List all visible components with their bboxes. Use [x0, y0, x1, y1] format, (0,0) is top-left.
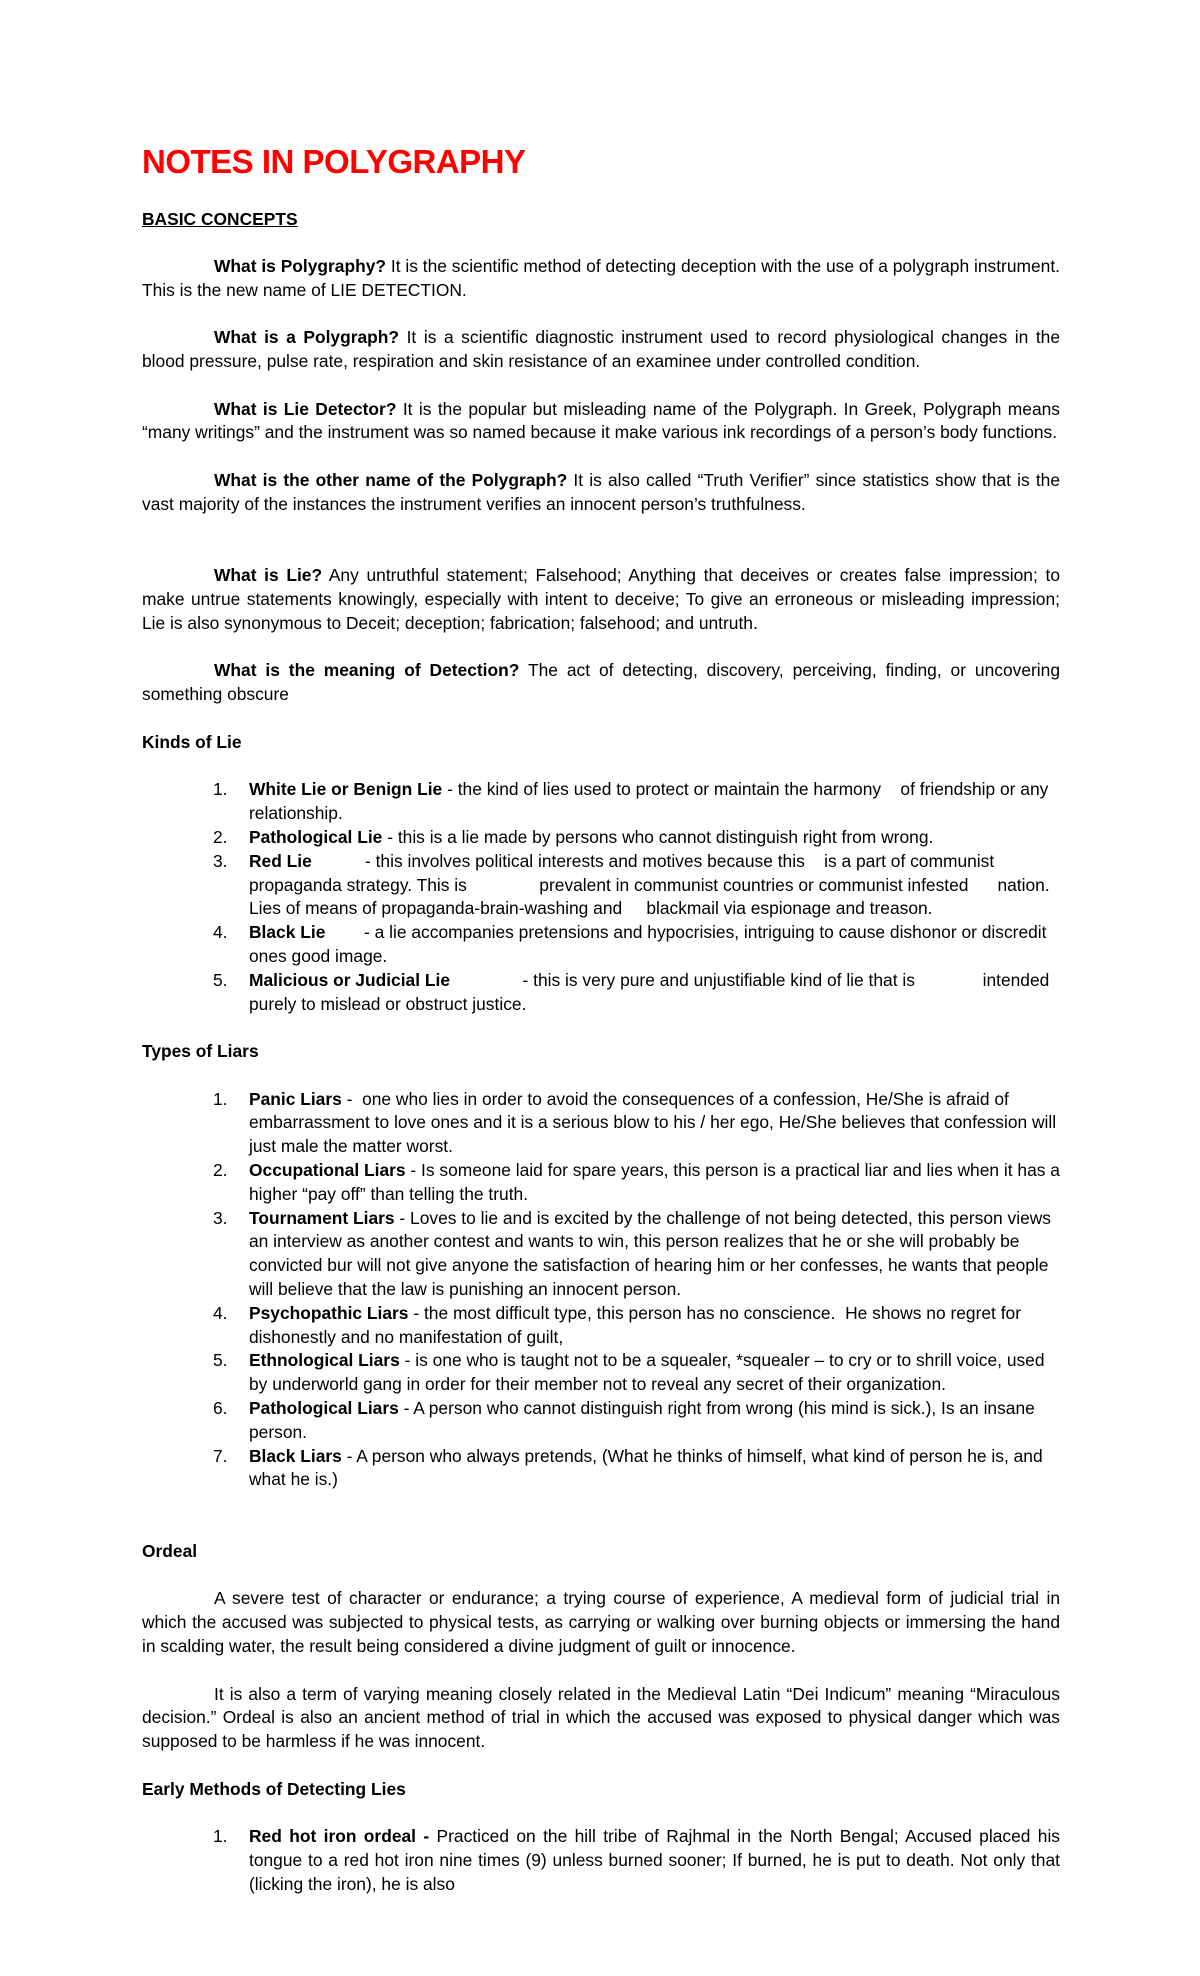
- kinds-of-lie-heading: Kinds of Lie: [142, 731, 242, 752]
- list-item: [213, 826, 1060, 850]
- list-number: 4.: [213, 1302, 228, 1323]
- list-number: 1.: [213, 779, 228, 800]
- list-number: 2.: [213, 1160, 228, 1181]
- ordeal-paragraph-1: A severe test of character or endurance; a trying course of experience, A medieval form of judicial trial in which the accused was subjected to physical tests, as carrying or walking over burning objects or immersing the hand in scalding water, the result being considered a divine judgment of guilt or innocence.: [142, 1588, 1060, 1657]
- list-term: Ethnological Liars: [249, 1350, 400, 1371]
- list-term: Pathological Lie: [249, 826, 383, 847]
- list-term: Red hot iron ordeal -: [249, 1826, 430, 1847]
- types-of-liars-heading: Types of Liars: [142, 1041, 259, 1062]
- list-term: White Lie or Benign Lie: [249, 779, 443, 800]
- list-term: Tournament Liars: [249, 1207, 395, 1228]
- early-methods-list: [142, 1825, 1060, 1896]
- list-text: - the most difficult type, this person has no conscience. He shows no regret for dishonestly and no manifestation of guilt,: [249, 1302, 1022, 1347]
- list-number: 6.: [213, 1398, 228, 1419]
- list-item: [213, 1207, 1060, 1302]
- kinds-of-lie-list: [142, 778, 1060, 1016]
- ordeal-paragraph-2: It is also a term of varying meaning closely related in the Medieval Latin “Dei Indicum” meaning “Miraculous decision.” Ordeal is also an ancient method of trial in which the accused was exposed to physical danger which was supposed to be harmless if he was innocent.: [142, 1683, 1060, 1752]
- qa-polygraphy: [142, 255, 1060, 303]
- qa-other-name: [142, 469, 1060, 517]
- list-term: Black Liars: [249, 1445, 342, 1466]
- list-number: 5.: [213, 1350, 228, 1371]
- list-item: [213, 778, 1060, 826]
- list-text: - this is very pure and unjustifiable kind of lie that is intended purely to mislead or obstruct justice.: [249, 969, 1050, 1014]
- list-term: Pathological Liars: [249, 1398, 399, 1419]
- list-text: - the kind of lies used to protect or maintain the harmony of friendship or any relationship.: [249, 779, 1049, 824]
- list-text: - A person who cannot distinguish right from wrong (his mind is sick.), Is an insane person.: [249, 1398, 1035, 1442]
- list-number: 4.: [213, 922, 228, 943]
- list-item: [213, 1825, 1060, 1896]
- list-item: [213, 1397, 1060, 1445]
- list-number: 3.: [213, 1207, 228, 1228]
- list-number: 3.: [213, 850, 228, 871]
- list-item: [213, 1302, 1060, 1350]
- question: What is Polygraphy?: [214, 255, 387, 276]
- answer: Any untruthful statement; Falsehood; Anything that deceives or creates false impression; to make untrue statements knowingly, especially with intent to deceive; To give an erroneous or misleading impression; Lie is also synonymous to Deceit; deception; fabrication; falsehood; and untruth.: [142, 565, 1060, 633]
- list-text: - A person who always pretends, (What he thinks of himself, what kind of person he is, and what he is.): [249, 1445, 1043, 1490]
- list-term: Occupational Liars: [249, 1160, 406, 1181]
- list-item: [213, 969, 1060, 1017]
- list-text: - this involves political interests and motives because this is a part of communist propaganda strategy. This is prevalent in communist countries or communist infested nation. Lies of means of propaganda-brain-washing and blackmail via espionage and treason.: [249, 850, 1050, 919]
- list-item: [213, 1159, 1060, 1207]
- list-term: Malicious or Judicial Lie: [249, 969, 451, 990]
- question: What is a Polygraph?: [214, 327, 400, 348]
- list-item: [213, 850, 1060, 921]
- list-text: - a lie accompanies pretensions and hypocrisies, intriguing to cause dishonor or discredit ones good image.: [249, 922, 1047, 966]
- list-number: 1.: [213, 1826, 228, 1847]
- list-number: 7.: [213, 1445, 228, 1466]
- answer: It is the scientific method of detecting deception with the use of a polygraph instrument. This is the new name of LIE DETECTION.: [142, 255, 1060, 300]
- question: What is the other name of the Polygraph?: [214, 469, 568, 490]
- list-number: 2.: [213, 826, 228, 847]
- answer: The act of detecting, discovery, perceiving, finding, or uncovering something obscure: [142, 660, 1060, 705]
- list-item: [213, 1445, 1060, 1493]
- answer: It is also called “Truth Verifier” since statistics show that is the vast majority of the instances the instrument verifies an innocent person’s truthfulness.: [142, 469, 1060, 514]
- list-number: 5.: [213, 969, 228, 990]
- list-item: [213, 1088, 1060, 1159]
- list-term: Red Lie: [249, 850, 312, 871]
- list-text: - Loves to lie and is excited by the challenge of not being detected, this person views an interview as another contest and wants to win, this person realizes that he or she will probably be convicted bur will not give anyone the satisfaction of hearing him or her confesses, he wants that people will believe that the law is punishing an innocent person.: [249, 1207, 1052, 1300]
- list-term: Panic Liars: [249, 1088, 342, 1109]
- question: What is Lie?: [214, 565, 323, 586]
- question: What is Lie Detector?: [214, 398, 397, 419]
- list-number: 1.: [213, 1088, 228, 1109]
- list-term: Black Lie: [249, 922, 326, 943]
- list-text: - this is a lie made by persons who cannot distinguish right from wrong.: [382, 826, 934, 847]
- list-text: - one who lies in order to avoid the consequences of a confession, He/She is afraid of embarrassment to love ones and it is a serious blow to his / her ego, He/She believes that confession will just male the matter worst.: [249, 1088, 1057, 1157]
- list-term: Psychopathic Liars: [249, 1302, 409, 1323]
- types-of-liars-list: [142, 1088, 1060, 1493]
- qa-detection: [142, 659, 1060, 707]
- answer: It is the popular but misleading name of the Polygraph. In Greek, Polygraph means “many writings” and the instrument was so named because it make various ink recordings of a person’s body functions.: [142, 398, 1061, 443]
- qa-lie-detector: [142, 398, 1060, 446]
- ordeal-heading: Ordeal: [142, 1540, 198, 1561]
- list-item: [213, 921, 1060, 969]
- qa-polygraph: [142, 326, 1060, 374]
- list-item: [213, 1349, 1060, 1397]
- answer: It is a scientific diagnostic instrument used to record physiological changes in the blood pressure, pulse rate, respiration and skin resistance of an examinee under controlled condition.: [142, 327, 1060, 371]
- document-title: NOTES IN POLYGRAPHY: [142, 143, 526, 180]
- list-text: - Is someone laid for spare years, this person is a practical liar and lies when it has a higher “pay off” than telling the truth.: [249, 1160, 1060, 1204]
- basic-concepts-heading: BASIC CONCEPTS: [142, 209, 298, 229]
- list-text: Practiced on the hill tribe of Rajhmal in the North Bengal; Accused placed his tongue to a red hot iron nine times (9) unless burned sooner; If burned, he is put to death. Not only that (licking the iron), he is also: [249, 1826, 1060, 1894]
- list-text: - is one who is taught not to be a squealer, *squealer – to cry or to shrill voice, used by underworld gang in order for their member not to reveal any secret of their organization.: [249, 1350, 1045, 1395]
- early-methods-heading: Early Methods of Detecting Lies: [142, 1778, 406, 1799]
- question: What is the meaning of Detection?: [214, 660, 520, 681]
- qa-lie: [142, 564, 1060, 635]
